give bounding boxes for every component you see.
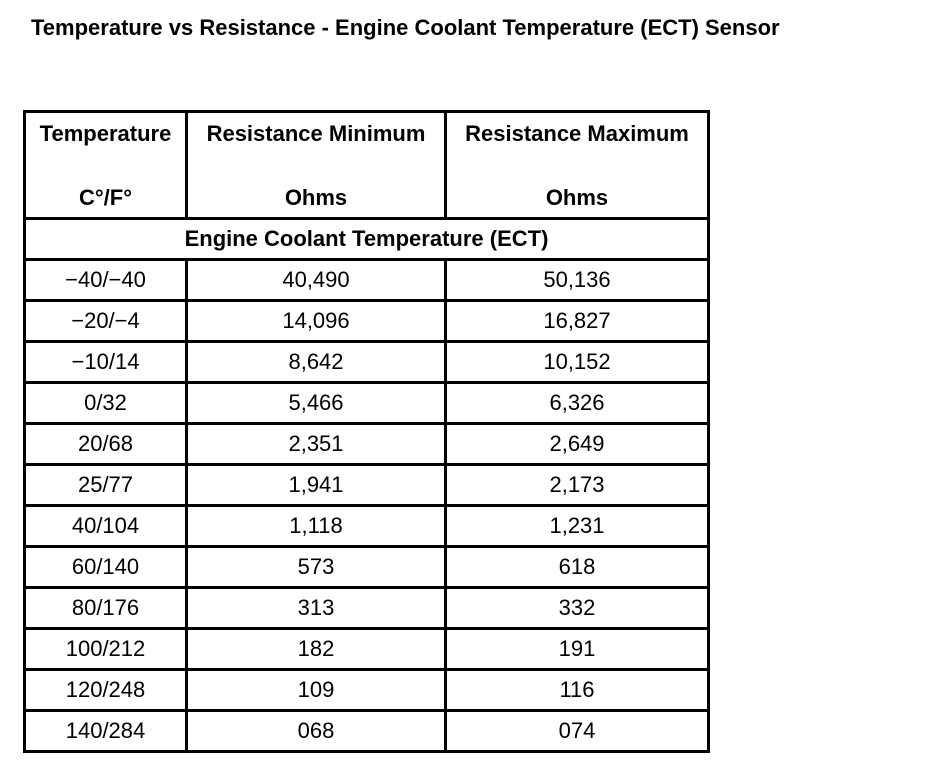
table-row (25, 629, 709, 670)
temperature-cell: 40/104 (25, 506, 187, 547)
resistance-max-cell: 2,649 (446, 424, 709, 465)
resistance-min-cell: 5,466 (187, 383, 446, 424)
table-row (25, 711, 709, 752)
temperature-cell: −40/−40 (25, 260, 187, 301)
resistance-max-cell: 6,326 (446, 383, 709, 424)
resistance-min-cell: 573 (187, 547, 446, 588)
resistance-max-cell: 332 (446, 588, 709, 629)
header-resistance-minimum (187, 112, 446, 219)
table-row (25, 506, 709, 547)
resistance-max-cell: 16,827 (446, 301, 709, 342)
table-row (25, 301, 709, 342)
resistance-min-cell: 40,490 (187, 260, 446, 301)
temperature-cell: 80/176 (25, 588, 187, 629)
section-label: Engine Coolant Temperature (ECT) (25, 219, 709, 260)
resistance-max-cell: 116 (446, 670, 709, 711)
resistance-min-cell: 1,941 (187, 465, 446, 506)
resistance-max-cell: 1,231 (446, 506, 709, 547)
resistance-max-cell: 2,173 (446, 465, 709, 506)
table-row (25, 670, 709, 711)
table-row (25, 465, 709, 506)
ect-resistance-table (23, 110, 710, 753)
resistance-max-cell: 618 (446, 547, 709, 588)
resistance-min-cell: 8,642 (187, 342, 446, 383)
resistance-max-cell: 10,152 (446, 342, 709, 383)
header-temperature (25, 112, 187, 219)
header-label: Resistance Maximum (465, 121, 689, 146)
temperature-cell: 100/212 (25, 629, 187, 670)
temperature-cell: 140/284 (25, 711, 187, 752)
table-row (25, 260, 709, 301)
header-resistance-maximum (446, 112, 709, 219)
resistance-min-cell: 313 (187, 588, 446, 629)
section-row (25, 219, 709, 260)
resistance-max-cell: 074 (446, 711, 709, 752)
header-row (25, 112, 709, 219)
resistance-max-cell: 191 (446, 629, 709, 670)
header-unit: Ohms (284, 185, 348, 210)
resistance-min-cell: 109 (187, 670, 446, 711)
resistance-min-cell: 068 (187, 711, 446, 752)
table-row (25, 342, 709, 383)
temperature-cell: −20/−4 (25, 301, 187, 342)
temperature-cell: 25/77 (25, 465, 187, 506)
temperature-cell: 120/248 (25, 670, 187, 711)
table-row (25, 547, 709, 588)
table-row (25, 383, 709, 424)
header-unit: C°/F° (78, 185, 133, 210)
temperature-cell: 20/68 (25, 424, 187, 465)
resistance-min-cell: 1,118 (187, 506, 446, 547)
resistance-min-cell: 182 (187, 629, 446, 670)
resistance-max-cell: 50,136 (446, 260, 709, 301)
page-title: Temperature vs Resistance - Engine Coolant Temperature (ECT) Sensor (31, 15, 780, 40)
resistance-min-cell: 2,351 (187, 424, 446, 465)
temperature-cell: −10/14 (25, 342, 187, 383)
header-label: Temperature (39, 121, 172, 146)
header-unit: Ohms (545, 185, 609, 210)
table-row (25, 588, 709, 629)
resistance-min-cell: 14,096 (187, 301, 446, 342)
header-label: Resistance Minimum (206, 121, 426, 146)
temperature-cell: 60/140 (25, 547, 187, 588)
temperature-cell: 0/32 (25, 383, 187, 424)
table-row (25, 424, 709, 465)
